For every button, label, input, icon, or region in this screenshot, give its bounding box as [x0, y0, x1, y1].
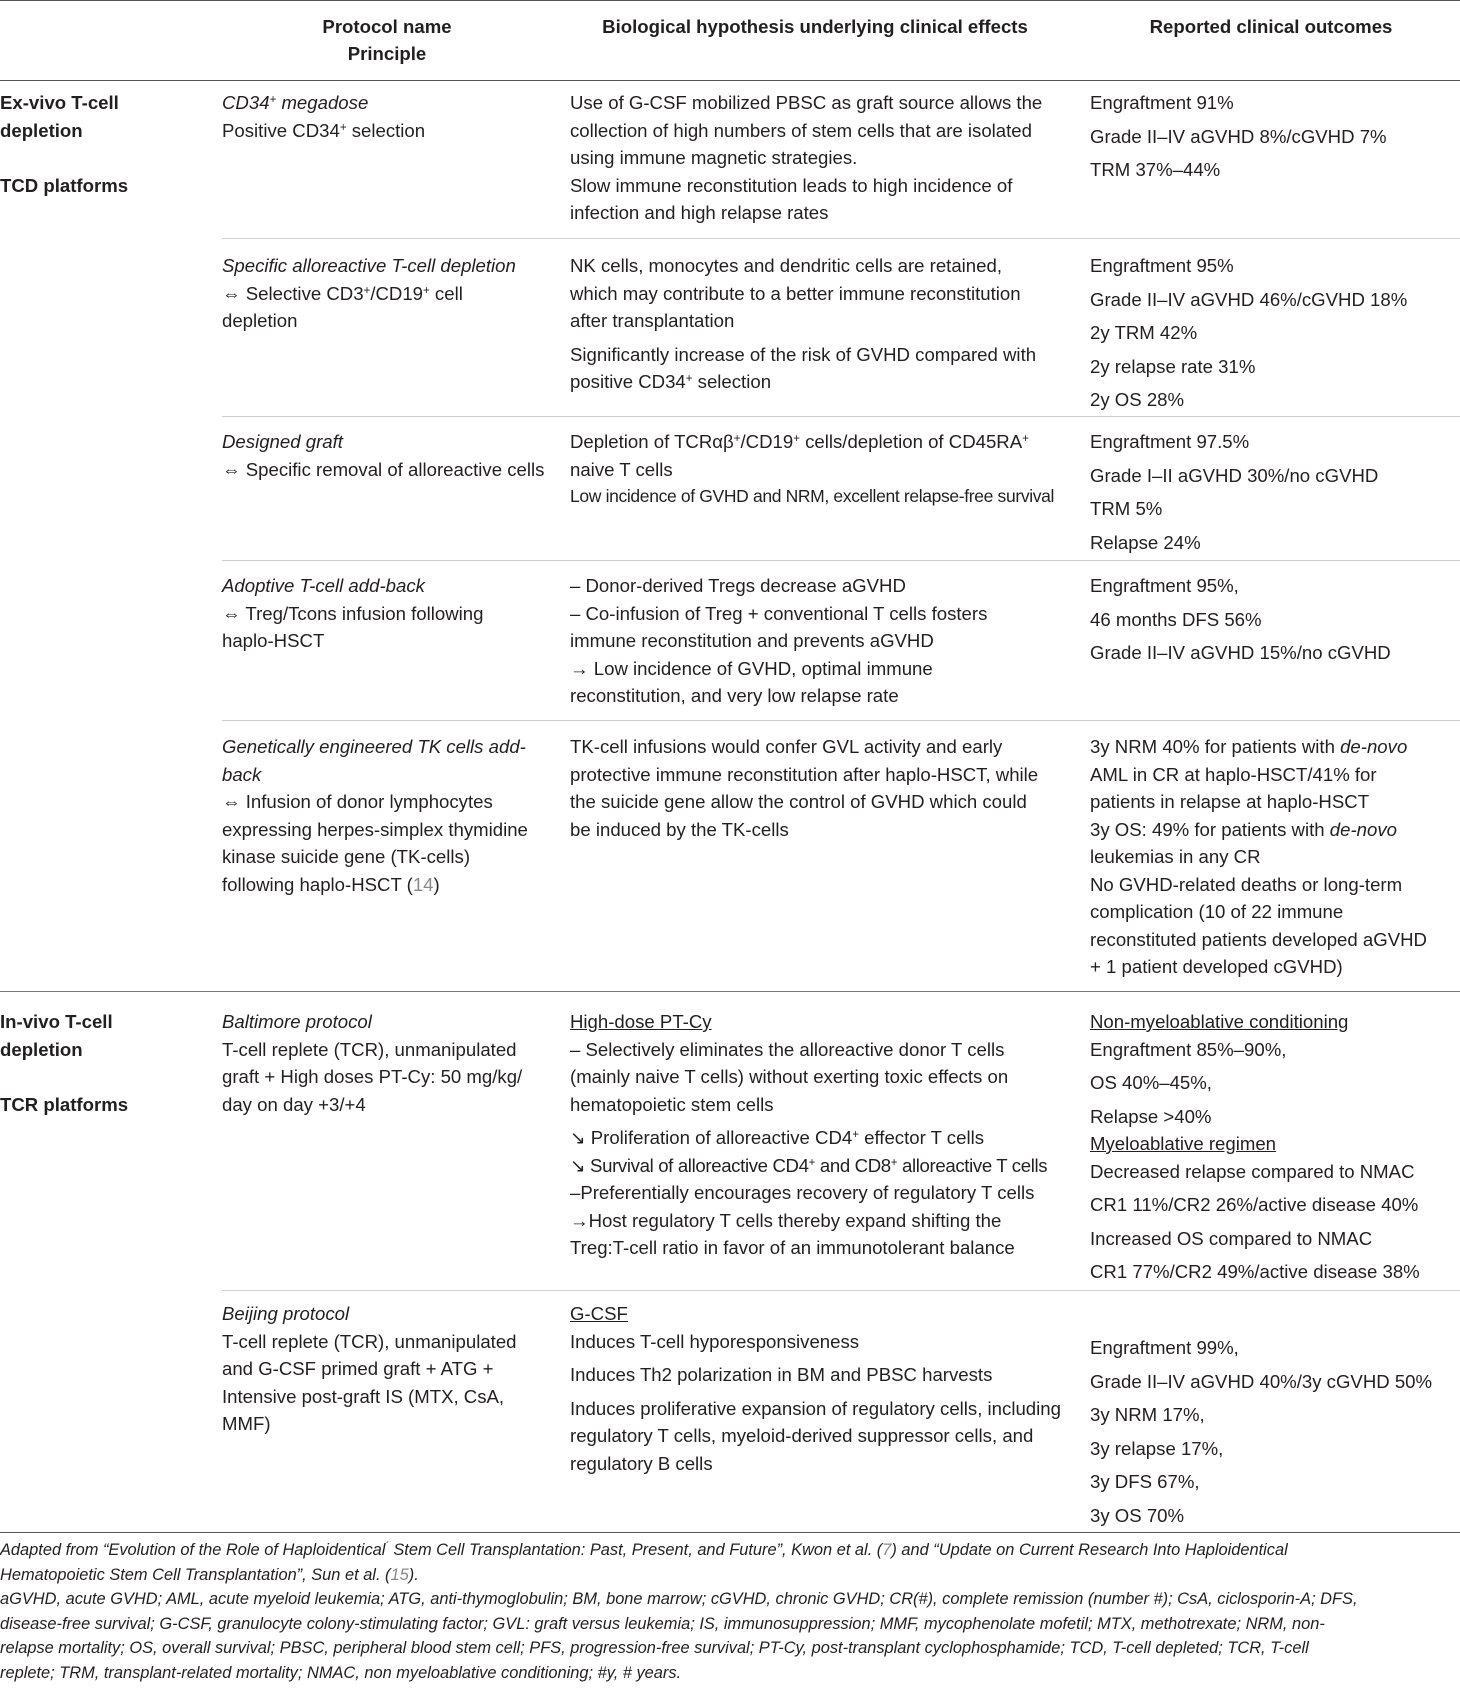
- outcome-item: OS 40%–45%,: [1090, 1072, 1212, 1093]
- hypothesis-line: –Preferentially encourages recovery of regulatory T cells: [570, 1182, 1035, 1203]
- outcome-item: TRM 5%: [1090, 498, 1163, 519]
- hypothesis-line: – Co-infusion of Treg + conventional T cells fosters: [570, 602, 988, 624]
- category-line: In-vivo T-cell: [0, 1011, 113, 1032]
- outcomes-cell-tk: [1090, 733, 1458, 981]
- outcome-item: Grade II–IV aGVHD 15%/no cGVHD: [1090, 642, 1391, 663]
- hypothesis-line: (mainly naive T cells) without exerting toxic effects on: [570, 1066, 1009, 1087]
- hypothesis-cell-specific: [570, 252, 1080, 396]
- platform-label: TCD platforms: [0, 174, 129, 196]
- hypothesis-heading: High-dose PT-Cy: [570, 1011, 712, 1032]
- outcome-item: Engraftment 97.5%: [1090, 431, 1250, 452]
- outcome-item: Engraftment 95%,: [1090, 575, 1239, 596]
- protocol-name: Designed graft: [222, 431, 343, 452]
- hypothesis-line: TK-cell infusions would confer GVL activity and early: [570, 736, 1003, 757]
- protocol-principle: depletion: [222, 310, 298, 331]
- protocol-principle: ⇔ Selective CD3+/CD19+ cell: [222, 282, 463, 304]
- outcome-line: + 1 patient developed cGVHD): [1090, 956, 1343, 977]
- hypothesis-line: infection and high relapse rates: [570, 202, 829, 223]
- hypothesis-line: Induces T-cell hyporesponsiveness: [570, 1330, 860, 1352]
- outcome-item: 3y NRM 17%,: [1090, 1404, 1205, 1425]
- row-separator: [222, 238, 1460, 239]
- outcome-item: Grade II–IV aGVHD 8%/cGVHD 7%: [1090, 125, 1387, 147]
- footnote-abbreviations: aGVHD, acute GVHD; AML, acute myeloid leukemia; ATG, anti-thymoglobulin; BM, bone marrow; cGVHD, chronic GVHD; CR(#), complete remission (number #); CsA, ciclosporin-A; DFS,: [0, 1590, 1358, 1608]
- hypothesis-cell-tk: [570, 733, 1080, 843]
- outcome-line: No GVHD-related deaths or long-term: [1090, 873, 1403, 895]
- hypothesis-line: reconstitution, and very low relapse rate: [570, 685, 899, 706]
- outcome-item: Engraftment 85%–90%,: [1090, 1038, 1287, 1060]
- outcomes-cell-specific: [1090, 252, 1458, 420]
- outcome-item: Grade II–IV aGVHD 46%/cGVHD 18%: [1090, 288, 1408, 310]
- protocol-principle: Intensive post-graft IS (MTX, CsA,: [222, 1385, 505, 1407]
- hypothesis-line: – Selectively eliminates the alloreactive donor T cells: [570, 1038, 1005, 1060]
- hypothesis-cell-designed: [570, 428, 1080, 511]
- reference-link[interactable]: 7: [882, 1541, 892, 1559]
- row-separator: [222, 416, 1460, 417]
- outcome-line: patients in relapse at haplo-HSCT: [1090, 791, 1370, 812]
- protocol-principle: ⇔ Specific removal of alloreactive cells: [222, 458, 545, 480]
- hypothesis-line: naive T cells: [570, 458, 673, 480]
- protocol-principle: graft + High doses PT-Cy: 50 mg/kg/: [222, 1066, 523, 1087]
- header-outcomes: Reported clinical outcomes: [1149, 16, 1393, 37]
- footnote-abbreviations: replete; TRM, transplant-related mortality; NMAC, non myeloablative conditioning; #y, # years.: [0, 1663, 682, 1682]
- category-line: depletion: [0, 1038, 83, 1060]
- hypothesis-line: the suicide gene allow the control of GVHD which could: [570, 791, 1027, 812]
- outcome-line: 3y NRM 40% for patients with de-novo: [1090, 736, 1408, 757]
- section-category-invivo: [0, 1008, 205, 1118]
- outcome-item: Relapse >40%: [1090, 1105, 1212, 1127]
- protocol-cell-tk: [222, 733, 552, 898]
- hypothesis-line: Induces proliferative expansion of regulatory cells, including: [570, 1397, 1061, 1419]
- outcome-heading: Non-myeloablative conditioning: [1090, 1011, 1349, 1032]
- outcome-item: 3y OS 70%: [1090, 1504, 1185, 1526]
- hypothesis-cell-baltimore: [570, 1008, 1080, 1262]
- protocol-name: back: [222, 763, 262, 785]
- outcome-heading: Myeloablative regimen: [1090, 1133, 1277, 1154]
- outcome-item: 3y DFS 67%,: [1090, 1471, 1200, 1492]
- protocol-name: CD34+ megadose: [222, 92, 369, 113]
- protocol-principle: ⇔ Infusion of donor lymphocytes: [222, 791, 493, 812]
- footnote-abbreviations: disease-free survival; G-CSF, granulocyte colony-stimulating factor; GVL: graft versus leukemia; IS, immunosuppression; MMF, mycophenolate mofetil; MTX, methotrexate; NRM, non-: [0, 1614, 1325, 1633]
- row-separator: [222, 1290, 1460, 1291]
- table-bottom-rule: [0, 1532, 1460, 1533]
- hypothesis-line: using immune magnetic strategies.: [570, 147, 858, 168]
- protocol-principle: expressing herpes-simplex thymidine: [222, 818, 528, 840]
- outcome-item: CR1 11%/CR2 26%/active disease 40%: [1090, 1194, 1419, 1215]
- hypothesis-line: after transplantation: [570, 310, 735, 331]
- protocol-principle: and G-CSF primed graft + ATG +: [222, 1358, 494, 1379]
- category-line: depletion: [0, 119, 83, 141]
- table-footnote: [0, 1538, 1460, 1685]
- outcome-item: CR1 77%/CR2 49%/active disease 38%: [1090, 1261, 1420, 1282]
- protocol-principle: day on day +3/+4: [222, 1093, 366, 1115]
- hypothesis-line: NK cells, monocytes and dendritic cells are retained,: [570, 255, 1002, 276]
- outcome-item: Engraftment 99%,: [1090, 1337, 1239, 1358]
- reference-link[interactable]: 15: [390, 1565, 409, 1584]
- footnote-abbreviations: relapse mortality; OS, overall survival; PBSC, peripheral blood stem cell; PFS, progression-free survival; PT-Cy, post-transplant cyclophosphamide; TCD, T-cell depleted; TCR, T-cell: [0, 1639, 1309, 1657]
- hypothesis-cell-cd34: [570, 89, 1080, 227]
- protocol-cell-designed: [222, 428, 562, 483]
- outcomes-cell-designed: [1090, 428, 1458, 562]
- hypothesis-line: Induces Th2 polarization in BM and PBSC harvests: [570, 1364, 993, 1385]
- footnote-source: Adapted from “Evolution of the Role of Haploidentical´ Stem Cell Transplantation: Past, Present, and Future”, Kwon et al. (7) and “Update on Current Research Into Haploidentical: [0, 1541, 1288, 1559]
- hypothesis-heading: G-CSF: [570, 1303, 628, 1324]
- outcome-item: Grade I–II aGVHD 30%/no cGVHD: [1090, 464, 1379, 486]
- protocol-principle: Positive CD34+ selection: [222, 119, 426, 141]
- protocol-cell-cd34: [222, 89, 552, 144]
- footnote-source: Hematopoietic Stem Cell Transplantation”, Sun et al. (15).: [0, 1565, 419, 1584]
- section-category-exvivo: [0, 89, 205, 199]
- outcomes-cell-adoptive: [1090, 572, 1458, 673]
- hypothesis-line: →Host regulatory T cells thereby expand shifting the: [570, 1209, 1002, 1231]
- table-top-rule: [0, 0, 1460, 1]
- header-protocol: [222, 13, 552, 67]
- outcome-item: Engraftment 95%: [1090, 255, 1234, 276]
- platform-label: TCR platforms: [0, 1093, 129, 1115]
- outcomes-cell-baltimore: [1090, 1008, 1458, 1292]
- hypothesis-line: → Low incidence of GVHD, optimal immune: [570, 657, 933, 679]
- outcome-item: 2y relapse rate 31%: [1090, 355, 1256, 377]
- hypothesis-line: ↘ Proliferation of alloreactive CD4+ effector T cells: [570, 1127, 985, 1148]
- outcome-line: leukemias in any CR: [1090, 846, 1261, 867]
- protocol-cell-specific: [222, 252, 552, 335]
- outcome-item: Increased OS compared to NMAC: [1090, 1227, 1373, 1249]
- outcome-line: complication (10 of 22 immune: [1090, 901, 1344, 922]
- outcomes-cell-cd34: [1090, 89, 1458, 190]
- header-hypothesis: Biological hypothesis underlying clinical effects: [602, 16, 1028, 37]
- protocol-principle: following haplo-HSCT (14): [222, 873, 440, 895]
- row-separator: [222, 560, 1460, 561]
- hypothesis-line: ↘ Survival of alloreactive CD4+ and CD8+ alloreactive T cells: [570, 1154, 1048, 1176]
- protocol-principle: MMF): [222, 1413, 271, 1434]
- protocol-principle: T-cell replete (TCR), unmanipulated: [222, 1330, 517, 1352]
- outcome-line: 3y OS: 49% for patients with de-novo: [1090, 818, 1397, 840]
- protocol-principle: ⇔ Treg/Tcons infusion following: [222, 602, 484, 624]
- outcome-item: 2y OS 28%: [1090, 389, 1185, 410]
- protocol-cell-beijing: [222, 1300, 552, 1438]
- hypothesis-line: which may contribute to a better immune reconstitution: [570, 282, 1021, 304]
- row-separator: [222, 720, 1460, 721]
- hypothesis-line: be induced by the TK-cells: [570, 818, 789, 840]
- outcome-item: Grade II–IV aGVHD 40%/3y cGVHD 50%: [1090, 1370, 1433, 1392]
- protocol-principle: haplo-HSCT: [222, 630, 325, 651]
- protocol-name: Baltimore protocol: [222, 1011, 372, 1032]
- hypothesis-line: immune reconstitution and prevents aGVHD: [570, 630, 934, 651]
- outcome-item: Decreased relapse compared to NMAC: [1090, 1160, 1415, 1182]
- hypothesis-line: Depletion of TCRαβ+/CD19+ cells/depletion of CD45RA+: [570, 431, 1029, 452]
- outcomes-cell-beijing: [1090, 1334, 1458, 1535]
- hypothesis-line: Use of G-CSF mobilized PBSC as graft source allows the: [570, 92, 1043, 113]
- protocol-cell-adoptive: [222, 572, 552, 655]
- outcome-item: TRM 37%–44%: [1090, 159, 1221, 180]
- hypothesis-cell-beijing: [570, 1300, 1080, 1477]
- hypothesis-line: Low incidence of GVHD and NRM, excellent relapse-free survival: [570, 486, 1055, 506]
- protocol-name: Genetically engineered TK cells add-: [222, 736, 526, 757]
- hypothesis-cell-adoptive: [570, 572, 1080, 710]
- hypothesis-line: protective immune reconstitution after haplo-HSCT, while: [570, 763, 1039, 785]
- protocol-principle: kinase suicide gene (TK-cells): [222, 846, 471, 867]
- outcome-item: Engraftment 91%: [1090, 92, 1234, 113]
- hypothesis-line: regulatory T cells, myeloid-derived suppressor cells, and: [570, 1425, 1034, 1446]
- outcome-item: 2y TRM 42%: [1090, 322, 1198, 343]
- header-rule: [0, 80, 1460, 81]
- protocol-name: Adoptive T-cell add-back: [222, 575, 425, 596]
- hypothesis-line: hematopoietic stem cells: [570, 1093, 774, 1115]
- section-separator: [0, 991, 1460, 992]
- protocol-name: Specific alloreactive T-cell depletion: [222, 255, 516, 276]
- hypothesis-line: Significantly increase of the risk of GVHD compared with: [570, 343, 1037, 365]
- protocol-cell-baltimore: [222, 1008, 552, 1118]
- hypothesis-line: collection of high numbers of stem cells that are isolated: [570, 119, 1032, 141]
- hypothesis-line: – Donor-derived Tregs decrease aGVHD: [570, 575, 906, 596]
- outcome-item: 46 months DFS 56%: [1090, 608, 1262, 630]
- header-principle: Principle: [347, 43, 427, 64]
- outcome-line: reconstituted patients developed aGVHD: [1090, 928, 1427, 950]
- category-line: Ex-vivo T-cell: [0, 92, 119, 113]
- hypothesis-line: Slow immune reconstitution leads to high incidence of: [570, 174, 1013, 196]
- protocol-principle: T-cell replete (TCR), unmanipulated: [222, 1038, 517, 1060]
- hypothesis-line: positive CD34+ selection: [570, 371, 772, 392]
- reference-link[interactable]: 14: [412, 873, 434, 895]
- hypothesis-line: regulatory B cells: [570, 1452, 713, 1474]
- outcome-item: Relapse 24%: [1090, 531, 1201, 553]
- hypothesis-line: Treg:T-cell ratio in favor of an immunotolerant balance: [570, 1237, 1015, 1258]
- outcome-line: AML in CR at haplo-HSCT/41% for: [1090, 763, 1377, 785]
- outcome-item: 3y relapse 17%,: [1090, 1437, 1224, 1459]
- protocol-name: Beijing protocol: [222, 1303, 350, 1324]
- header-protocol-name: Protocol name: [322, 16, 452, 37]
